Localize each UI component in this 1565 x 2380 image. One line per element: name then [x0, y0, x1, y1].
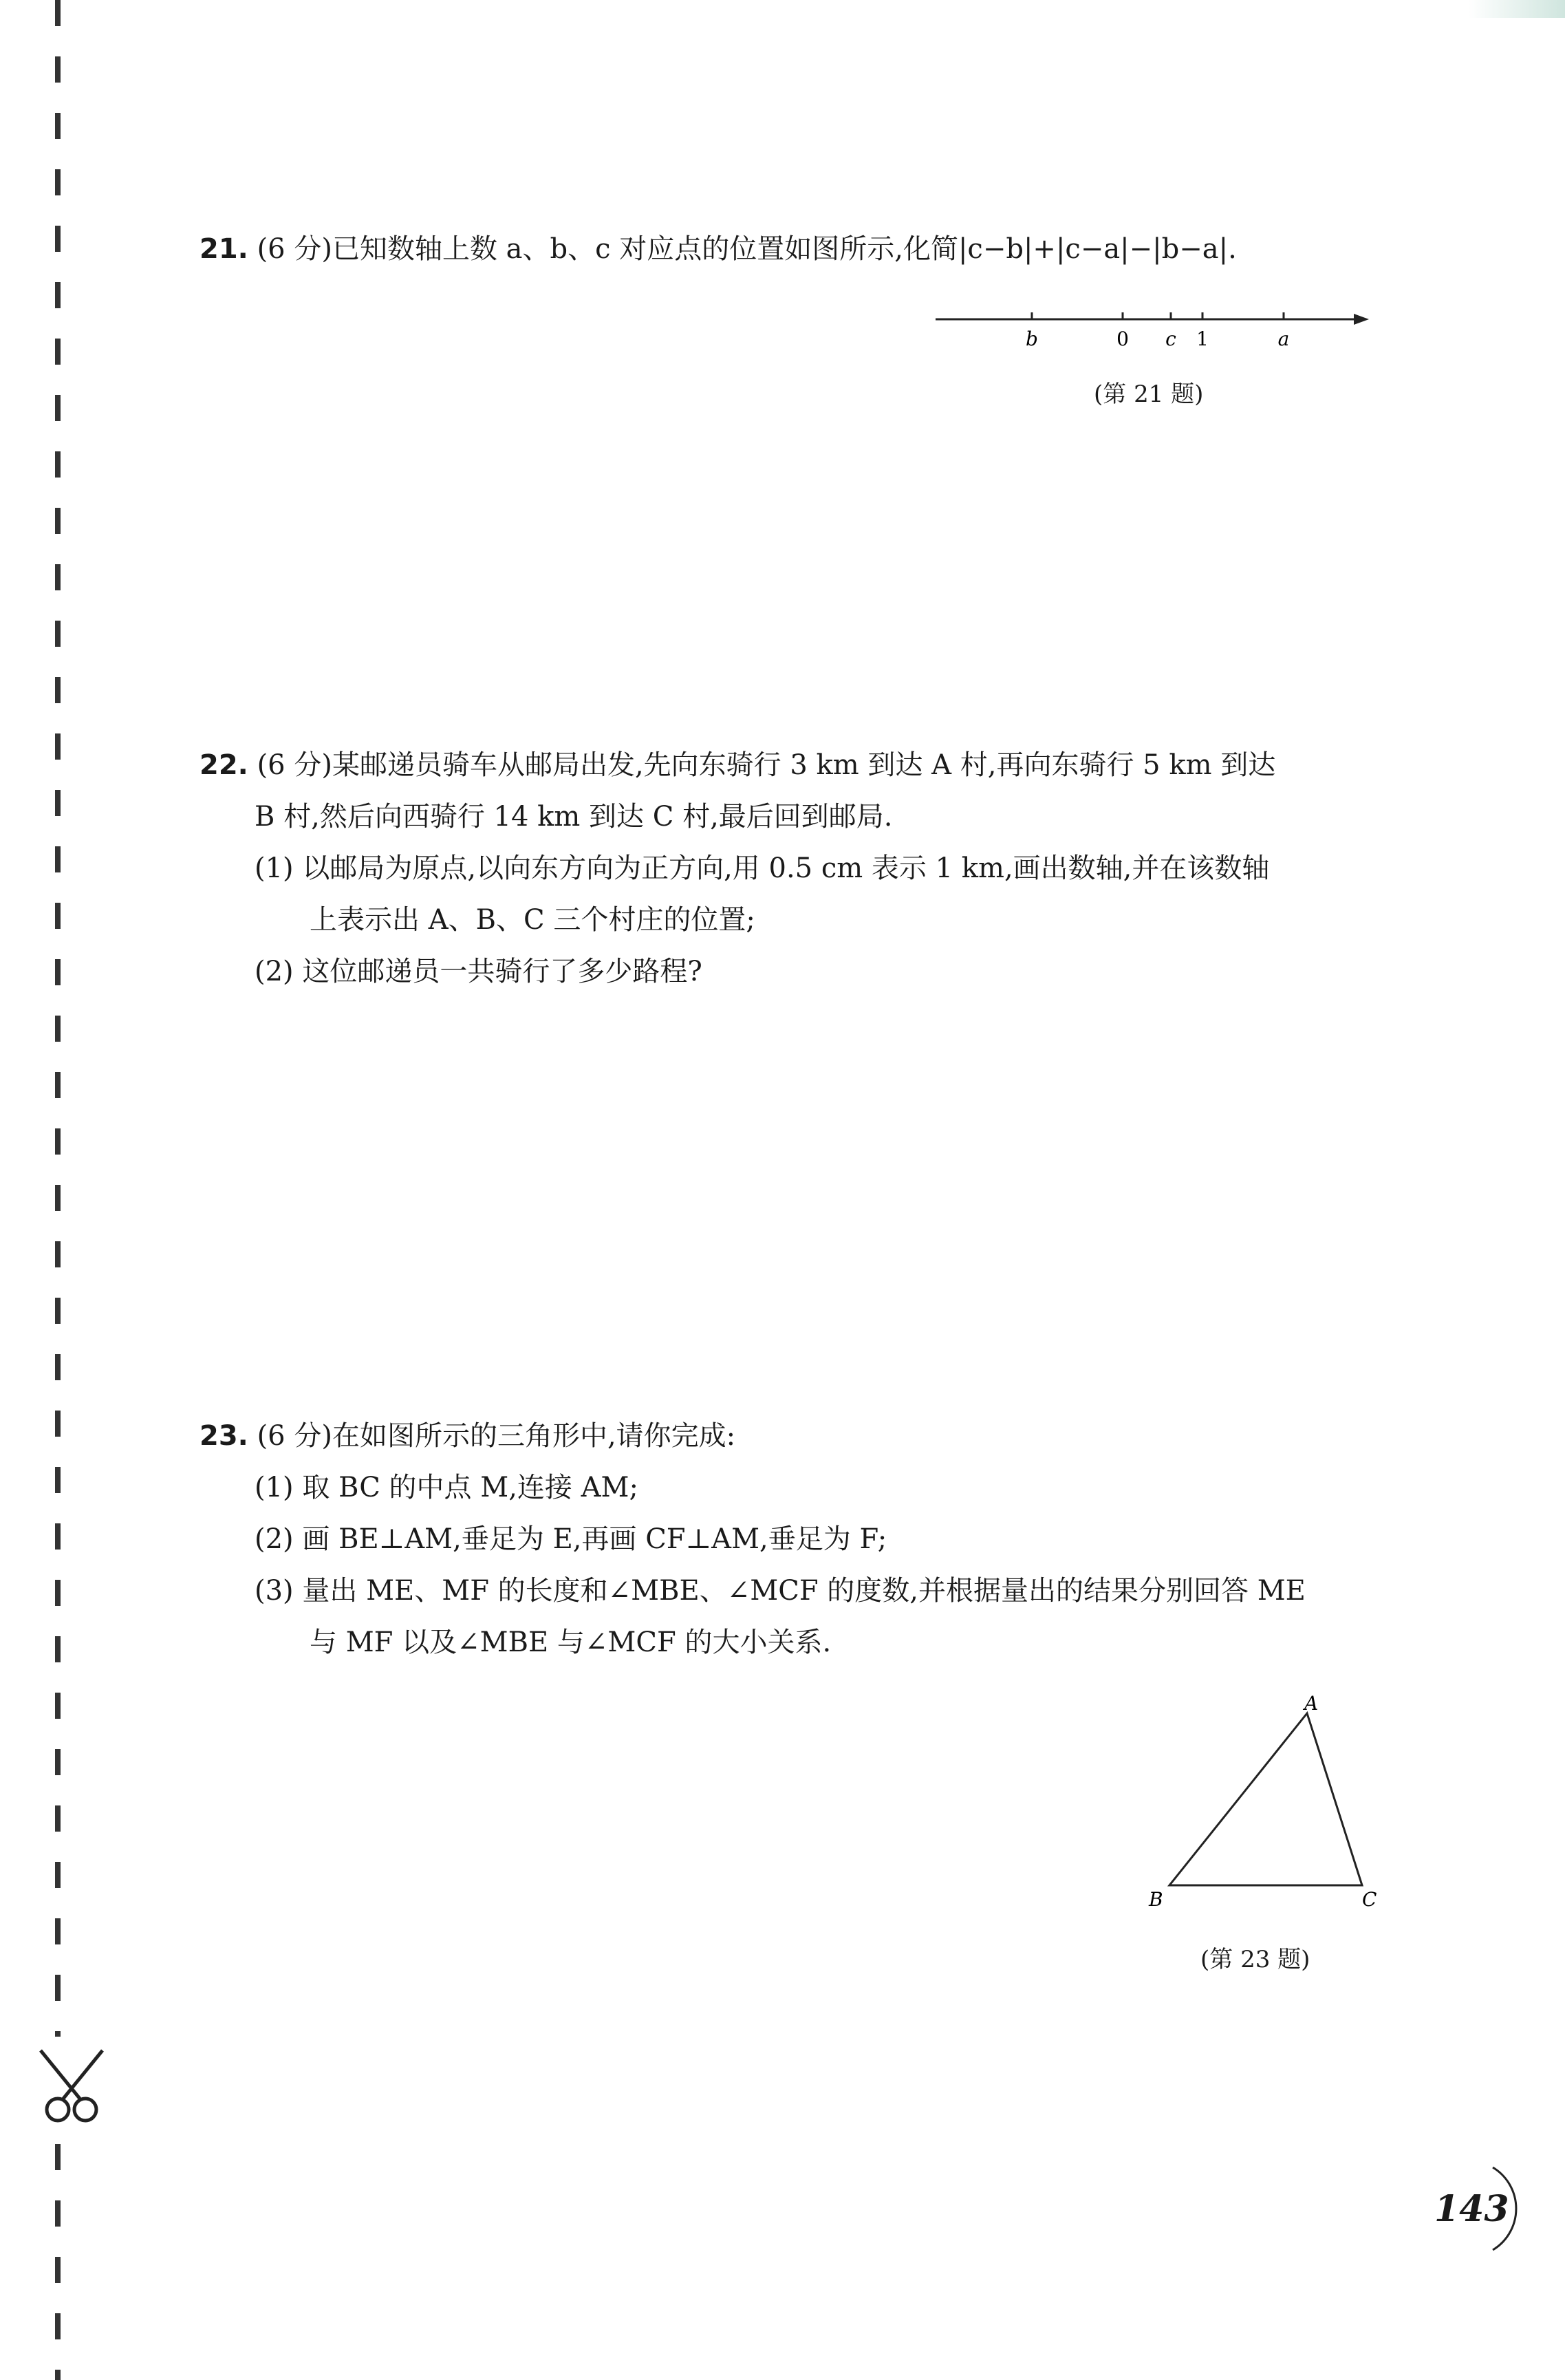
figure-21-caption: (第 21 题)	[1094, 380, 1204, 408]
question-23-part-1: (1) 取 BC 的中点 M,连接 AM;	[255, 1472, 638, 1503]
question-number: 22.	[199, 749, 248, 781]
cut-along-dashed-line	[55, 0, 61, 2380]
question-text: (6 分)在如图所示的三角形中,请你完成:	[257, 1420, 736, 1452]
triangle-figure	[1142, 1693, 1396, 1913]
point-a-label: a	[1277, 328, 1290, 350]
question-22	[199, 743, 1275, 787]
figure-23-caption: (第 23 题)	[1200, 1946, 1310, 1973]
question-23-part-3-line-1: (3) 量出 ME、MF 的长度和∠MBE、∠MCF 的度数,并根据量出的结果分别回答 ME	[255, 1575, 1306, 1607]
point-b-label: b	[1026, 328, 1038, 350]
question-23	[199, 1414, 735, 1458]
question-22-part-1-line-2: 上表示出 A、B、C 三个村庄的位置;	[310, 904, 755, 936]
question-23-part-2: (2) 画 BE⊥AM,垂足为 E,再画 CF⊥AM,垂足为 F;	[255, 1523, 887, 1555]
question-text-line-1: (6 分)某邮递员骑车从邮局出发,先向东骑行 3 km 到达 A 村,再向东骑行 5 km 到达	[257, 749, 1276, 781]
question-22-part-2: (2) 这位邮递员一共骑行了多少路程?	[255, 956, 702, 987]
number-line-figure	[936, 303, 1376, 351]
question-22-line-2: B 村,然后向西骑行 14 km 到达 C 村,最后回到邮局.	[255, 801, 893, 833]
question-number: 23.	[199, 1420, 248, 1452]
unit-label: 1	[1196, 328, 1209, 350]
origin-label: 0	[1116, 328, 1129, 350]
point-c-label: c	[1165, 328, 1176, 350]
vertex-a-label: A	[1304, 1693, 1319, 1715]
question-21	[199, 227, 1237, 271]
question-text: (6 分)已知数轴上数 a、b、c 对应点的位置如图所示,化简|c−b|+|c−a|−|b−a|.	[257, 233, 1237, 265]
question-23-part-3-line-2: 与 MF 以及∠MBE 与∠MCF 的大小关系.	[310, 1627, 832, 1658]
vertex-b-label: B	[1149, 1888, 1163, 1911]
question-22-part-1-line-1: (1) 以邮局为原点,以向东方向为正方向,用 0.5 cm 表示 1 km,画出数轴,并在该数轴	[255, 853, 1270, 884]
page-corner-tint	[1469, 0, 1565, 18]
scissors-icon	[30, 2044, 113, 2126]
question-number: 21.	[199, 233, 248, 265]
page-number: 143	[1434, 2188, 1509, 2230]
vertex-c-label: C	[1362, 1888, 1377, 1911]
